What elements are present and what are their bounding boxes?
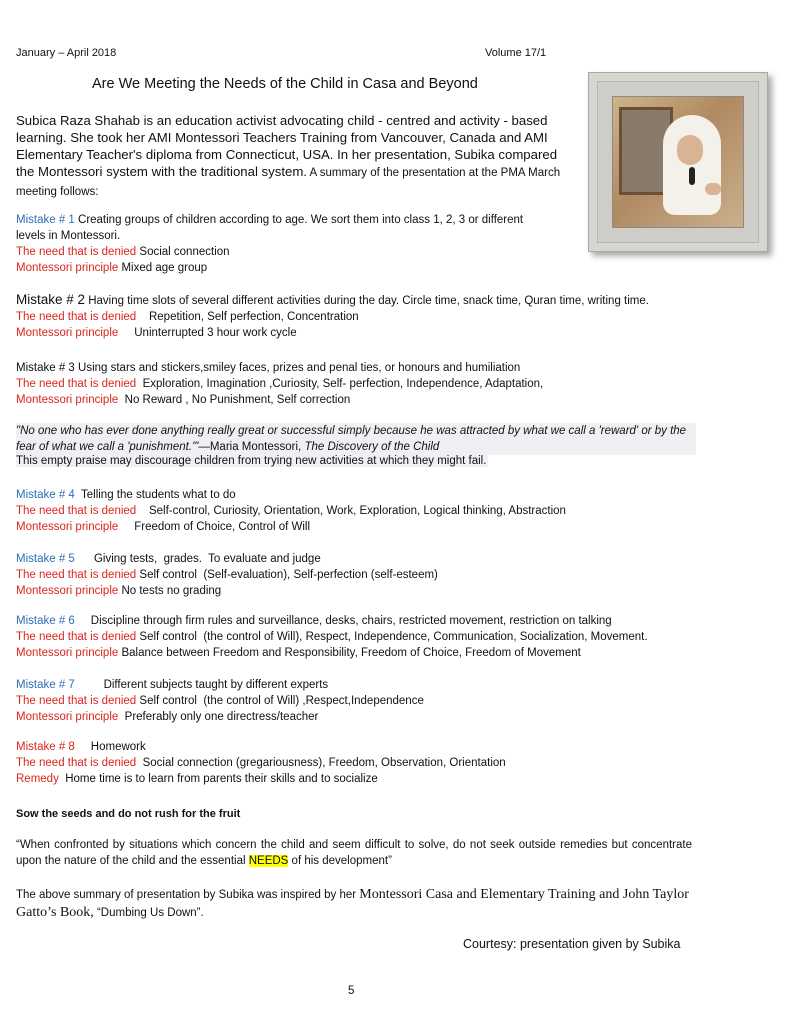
- volume-number: Volume 17/1: [485, 47, 547, 59]
- page-number: 5: [348, 985, 355, 997]
- principle-label: Montessori principle: [16, 394, 119, 406]
- summary-part3: “Dumbing Us Down”.: [93, 907, 204, 919]
- principle-text: No tests no grading: [118, 585, 222, 597]
- need-label: The need that is denied: [16, 378, 137, 390]
- principle-text: Mixed age group: [118, 262, 208, 274]
- need-line: [16, 567, 716, 583]
- remedy-line: [16, 771, 716, 787]
- speaker-photo-frame: [588, 72, 768, 252]
- quote-book-title: The Discovery of the Child: [304, 441, 440, 453]
- need-text: Self-control, Curiosity, Orientation, Work, Exploration, Logical thinking, Abstraction: [136, 505, 566, 517]
- principle-line: [16, 519, 716, 535]
- mistake-line: [16, 360, 716, 376]
- principle-label: Montessori principle: [16, 262, 119, 274]
- principle-line: [16, 709, 716, 725]
- mistake-line: [16, 212, 551, 244]
- mistake-block-1: [16, 212, 551, 276]
- microphone-icon: [689, 167, 695, 185]
- need-line: [16, 693, 716, 709]
- issue-date: January – April 2018: [16, 47, 117, 59]
- mistake-text: Giving tests, grades. To evaluate and judge: [74, 553, 321, 565]
- need-label: The need that is denied: [16, 757, 137, 769]
- speaker-figure: [663, 115, 721, 215]
- mistake-text: Different subjects taught by different experts: [74, 679, 329, 691]
- mistake-text: Homework: [74, 741, 146, 753]
- need-label: The need that is denied: [16, 505, 137, 517]
- remedy-label: Remedy: [16, 773, 59, 785]
- mistake-block-4: [16, 487, 716, 535]
- quote-attribution: —Maria Montessori,: [198, 441, 305, 453]
- need-line: [16, 244, 551, 260]
- mistake-line: [16, 613, 716, 629]
- closing-quote-before: “When confronted by situations which concern the child and seem difficult to solve, do not seek outside remedies but concentrate upon the nature of the child and the essential: [16, 839, 692, 867]
- summary-part1: The above summary of presentation by Subika was inspired by her: [16, 889, 360, 901]
- mistake-block-8: [16, 739, 716, 787]
- need-text: Social connection: [136, 246, 230, 258]
- mistake-block-5: [16, 551, 716, 599]
- mistake-line: [16, 739, 716, 755]
- courtesy-line: Courtesy: presentation given by Subika: [463, 937, 681, 951]
- mistake-label: Mistake # 3: [16, 362, 75, 374]
- mistake-text: Creating groups of children according to age. We sort them into class 1, 2, 3 or different levels in Montessori.: [16, 214, 524, 242]
- mistake-text: Telling the students what to do: [74, 489, 236, 501]
- mistake-label: Mistake # 1: [16, 214, 75, 226]
- mistake-text: Discipline through firm rules and surveillance, desks, chairs, restricted movement, restriction on talking: [74, 615, 612, 627]
- mistake-label: Mistake # 7: [16, 679, 75, 691]
- need-text: Self control (the control of Will), Respect, Independence, Communication, Socialization, Movement.: [136, 631, 648, 643]
- mistake-label: Mistake # 6: [16, 615, 75, 627]
- mistake-label: Mistake # 5: [16, 553, 75, 565]
- need-label: The need that is denied: [16, 311, 137, 323]
- sow-heading: Sow the seeds and do not rush for the fruit: [16, 808, 241, 820]
- remedy-text: Home time is to learn from parents their skills and to socialize: [58, 773, 378, 785]
- intro-main-text: Subica Raza Shahab is an education activist advocating child - centred and activity - based learning. She took her AMI Montessori Teachers Training from Vancouver, Canada and AMI Elementary Teacher's diploma from Connecticut, USA. In her presentation, Subika compared the Montessori system with the traditional system.: [16, 113, 558, 179]
- intro-tail-text: A summary of the presentation at the PMA March meeting follows:: [16, 167, 561, 198]
- mistake-line: [16, 551, 716, 567]
- mistake-label: Mistake # 2: [16, 292, 86, 307]
- mistake-text: Having time slots of several different activities during the day. Circle time, snack time, Quran time, writing time.: [85, 295, 649, 307]
- principle-label: Montessori principle: [16, 647, 119, 659]
- need-text: Social connection (gregariousness), Freedom, Observation, Orientation: [136, 757, 506, 769]
- need-label: The need that is denied: [16, 631, 137, 643]
- mistake-block-2: [16, 292, 716, 341]
- principle-line: [16, 325, 716, 341]
- principle-text: Preferably only one directress/teacher: [118, 711, 319, 723]
- need-line: [16, 376, 716, 392]
- article-title: Are We Meeting the Needs of the Child in Casa and Beyond: [92, 76, 478, 92]
- montessori-quote: [16, 423, 696, 455]
- mistake-block-7: [16, 677, 716, 725]
- principle-line: [16, 392, 716, 408]
- need-label: The need that is denied: [16, 569, 137, 581]
- mistake-block-6: [16, 613, 716, 661]
- principle-text: Uninterrupted 3 hour work cycle: [118, 327, 297, 339]
- principle-line: [16, 260, 551, 276]
- speaker-hand: [705, 183, 721, 195]
- need-line: [16, 309, 716, 325]
- principle-text: Balance between Freedom and Responsibility, Freedom of Choice, Freedom of Movement: [118, 647, 581, 659]
- closing-quote: [16, 837, 692, 869]
- mistake-block-3: [16, 360, 716, 408]
- closing-quote-after: of his development”: [288, 855, 392, 867]
- speaker-photo: [612, 96, 744, 228]
- mistake-line: [16, 487, 716, 503]
- quote-text: "No one who has ever done anything really great or successful simply because he was attracted by what we call a 'reward' or by the fear of what we call a 'punishment.'": [16, 425, 687, 453]
- need-text: Self control (Self-evaluation), Self-perfection (self-esteem): [136, 569, 438, 581]
- need-line: [16, 503, 716, 519]
- photo-mat: [597, 81, 759, 243]
- needs-highlight: NEEDS: [248, 855, 289, 867]
- principle-line: [16, 645, 716, 661]
- need-text: Self control (the control of Will) ,Respect,Independence: [136, 695, 424, 707]
- summary-part2: Montessori Casa and Elementary Training and John Taylor Gatto’s Book,: [16, 887, 689, 920]
- principle-label: Montessori principle: [16, 585, 119, 597]
- principle-line: [16, 583, 716, 599]
- principle-label: Montessori principle: [16, 327, 119, 339]
- mistake-label: Mistake # 4: [16, 489, 75, 501]
- principle-text: Freedom of Choice, Control of Will: [118, 521, 310, 533]
- need-line: [16, 755, 716, 771]
- principle-label: Montessori principle: [16, 711, 119, 723]
- speaker-face: [677, 135, 703, 165]
- principle-text: No Reward , No Punishment, Self correction: [118, 394, 351, 406]
- need-text: Exploration, Imagination ,Curiosity, Self- perfection, Independence, Adaptation,: [136, 378, 544, 390]
- mistake-line: [16, 677, 716, 693]
- mistake-label: Mistake # 8: [16, 741, 75, 753]
- intro-paragraph: [16, 112, 571, 201]
- need-text: Repetition, Self perfection, Concentration: [136, 311, 359, 323]
- summary-paragraph: [16, 886, 716, 922]
- mistake-line: [16, 292, 716, 309]
- mistake-text: Using stars and stickers,smiley faces, prizes and penal ties, or honours and humiliation: [74, 362, 521, 374]
- need-label: The need that is denied: [16, 246, 137, 258]
- need-line: [16, 629, 716, 645]
- praise-note: This empty praise may discourage children from trying new activities at which they might fail.: [16, 455, 487, 467]
- principle-label: Montessori principle: [16, 521, 119, 533]
- need-label: The need that is denied: [16, 695, 137, 707]
